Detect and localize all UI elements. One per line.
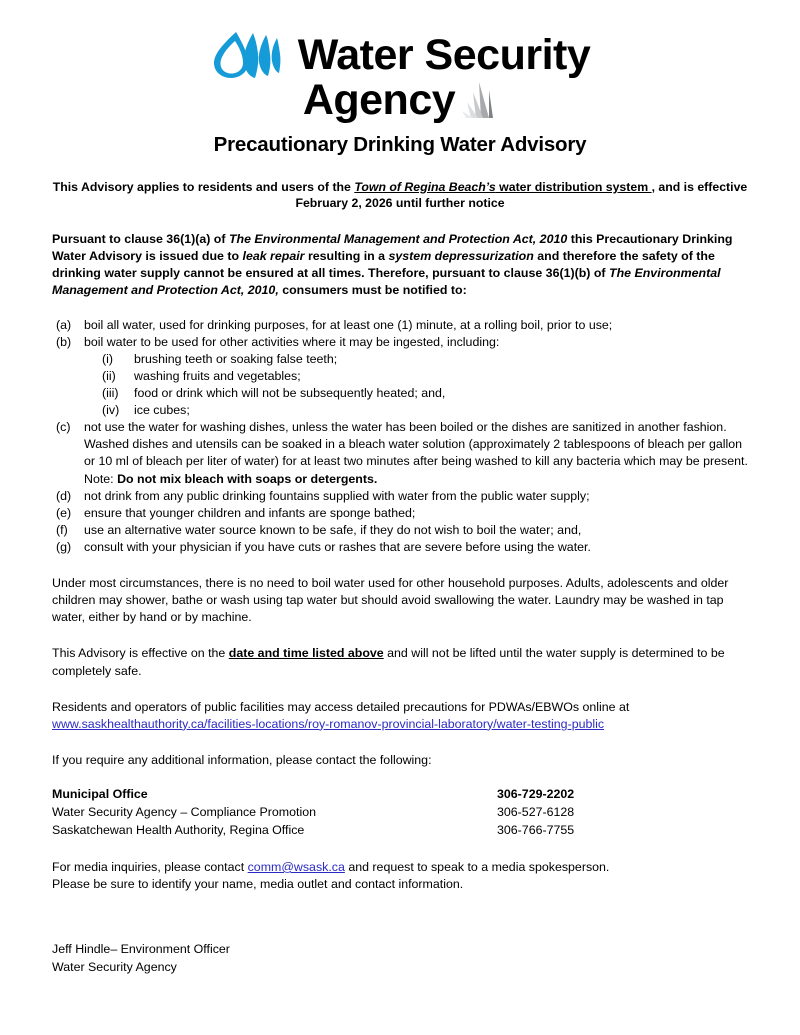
signature-block <box>52 941 748 976</box>
ingestion-sublist <box>102 351 748 419</box>
contact-prompt: If you require any additional information, please contact the following: <box>52 752 432 767</box>
list-item-text: consult with your physician if you have cuts or rashes that are severe before using the water. <box>84 540 591 555</box>
wheat-sheaf-icon <box>459 80 497 120</box>
contact-name: Water Security Agency – Compliance Promotion <box>52 804 316 819</box>
document-header <box>0 0 800 157</box>
pursuant-text-2: this Precautionary Drinking Water Advisory is issued due to <box>52 232 733 264</box>
note-label: Note: <box>84 471 118 486</box>
list-item <box>52 539 748 556</box>
sub-list-item <box>102 402 748 419</box>
list-item-text: boil water to be used for other activities where it may be ingested, including: <box>84 334 500 349</box>
list-item-marker: (e) <box>56 505 72 520</box>
affected-entity: Town of Regina Beach’s <box>354 179 496 194</box>
table-row <box>52 822 748 840</box>
effective-text-2: and will not be lifted until the water supply is determined to be completely safe. <box>52 646 725 678</box>
sub-list-item-text: brushing teeth or soaking false teeth; <box>134 351 338 366</box>
act-citation-1: The Environmental Management and Protection Act, 2010 <box>228 232 568 247</box>
effective-date-paragraph <box>52 645 748 679</box>
contact-phone: 306-766-7755 <box>497 822 575 837</box>
list-item-marker: (a) <box>56 317 72 332</box>
affected-system: water distribution system <box>495 179 652 194</box>
sub-list-item-marker: (i) <box>102 351 114 366</box>
intro-text-part2: , and is effective February 2, 2026 until further notice <box>295 179 748 211</box>
list-item <box>52 334 748 351</box>
media-text-2: and request to speak to a media spokesperson. <box>344 859 610 874</box>
sub-list-item-marker: (iv) <box>102 403 120 418</box>
list-item-marker: (c) <box>56 420 71 435</box>
list-item-text-group <box>84 419 748 487</box>
list-item-marker: (g) <box>56 540 72 555</box>
effective-text-1: This Advisory is effective on the <box>52 646 229 661</box>
brand-line-1: Water Security <box>297 30 591 79</box>
contact-name: Saskatchewan Health Authority, Regina Office <box>52 822 305 837</box>
pursuant-text-4: and therefore the safety of the drinking water supply cannot be ensured at all times. Therefore, pursuant to clause 36(1)(b) of <box>52 249 715 281</box>
sub-list-item <box>102 385 748 402</box>
signer-name: Jeff Hindle– Environment Officer <box>52 942 230 957</box>
precaution-list <box>52 317 748 557</box>
water-drop-logo-icon <box>210 30 284 80</box>
health-authority-link[interactable]: www.saskhealthauthority.ca/facilities-locations/roy-romanov-provincial-laboratory/water-testing-public <box>52 716 605 731</box>
online-resources-paragraph <box>52 699 748 733</box>
pursuant-text-5: consumers must be notified to: <box>278 283 467 298</box>
online-resources-text: Residents and operators of public facilities may access detailed precautions for PDWAs/EBWOs online at <box>52 699 630 714</box>
list-item <box>52 522 748 539</box>
act-citation-2: The Environmental Management and Protection Act, 2010, <box>52 266 721 298</box>
list-item <box>52 317 748 334</box>
list-item-marker: (b) <box>56 334 72 349</box>
advisory-scope-statement <box>52 179 748 212</box>
pursuant-text-1: Pursuant to clause 36(1)(a) of <box>52 232 229 247</box>
agency-logo-second-line <box>0 78 800 123</box>
list-item <box>52 505 748 522</box>
sub-list-item-text: ice cubes; <box>134 403 190 418</box>
list-item-marker: (f) <box>56 522 68 537</box>
sub-list-item <box>102 351 748 368</box>
intro-text-part1: This Advisory applies to residents and users of the <box>52 179 355 194</box>
list-item-marker: (d) <box>56 488 72 503</box>
contact-table <box>52 786 748 840</box>
brand-line-2: Agency <box>302 76 456 124</box>
effective-date-emphasis: date and time listed above <box>228 646 384 661</box>
media-text-1: For media inquiries, please contact <box>52 859 248 874</box>
contact-phone: 306-729-2202 <box>497 787 575 801</box>
table-row <box>52 804 748 822</box>
sub-list-item-marker: (iii) <box>102 386 119 401</box>
sub-list-item-marker: (ii) <box>102 368 116 383</box>
table-row <box>52 786 748 804</box>
document-body <box>52 179 748 977</box>
media-inquiries-paragraph <box>52 859 748 893</box>
agency-logo <box>0 30 800 80</box>
signer-org: Water Security Agency <box>52 959 177 974</box>
bleach-note <box>84 471 748 488</box>
contact-name: Municipal Office <box>52 787 148 801</box>
sub-list-item-text: food or drink which will not be subsequently heated; and, <box>134 386 446 401</box>
advisory-cause: leak repair <box>242 249 305 264</box>
media-email-link[interactable]: comm@wsask.ca <box>247 859 345 874</box>
list-item <box>52 419 748 487</box>
sub-list-item <box>102 368 748 385</box>
page-title: Precautionary Drinking Water Advisory <box>213 132 587 156</box>
contact-phone: 306-527-6128 <box>497 804 575 819</box>
list-item-text: use an alternative water source known to be safe, if they do not wish to boil the water; and, <box>84 522 582 537</box>
list-item-text: ensure that younger children and infants are sponge bathed; <box>84 505 416 520</box>
list-item-text: not use the water for washing dishes, unless the water has been boiled or the dishes are sanitized in another fashion. Washed dishes and utensils can be soaked in a bleach water solution (approximately 2 tablespoons of bleach per gallon or 10 ml of bleach per liter of water) for at least two minutes after being washed to kill any bacteria which may be present. <box>84 420 748 469</box>
list-item-text: not drink from any public drinking fountains supplied with water from the public water supply; <box>84 488 590 503</box>
pursuant-text-3: resulting in a <box>304 249 389 264</box>
note-warning: Do not mix bleach with soaps or detergents. <box>117 471 378 486</box>
media-line-2: Please be sure to identify your name, media outlet and contact information. <box>52 877 464 892</box>
advisory-effect: system depressurization <box>388 249 534 264</box>
legal-authority-paragraph <box>52 231 748 299</box>
list-item <box>52 488 748 505</box>
list-item-text: boil all water, used for drinking purposes, for at least one (1) minute, at a rolling boil, prior to use; <box>84 317 613 332</box>
household-use-paragraph: Under most circumstances, there is no need to boil water used for other household purposes. Adults, adolescents and older children may shower, bathe or wash using tap water but should avoid swallowing the water. Laundry may be washed in tap water, either by hand or by machine. <box>52 576 729 625</box>
sub-list-item-text: washing fruits and vegetables; <box>134 368 301 383</box>
